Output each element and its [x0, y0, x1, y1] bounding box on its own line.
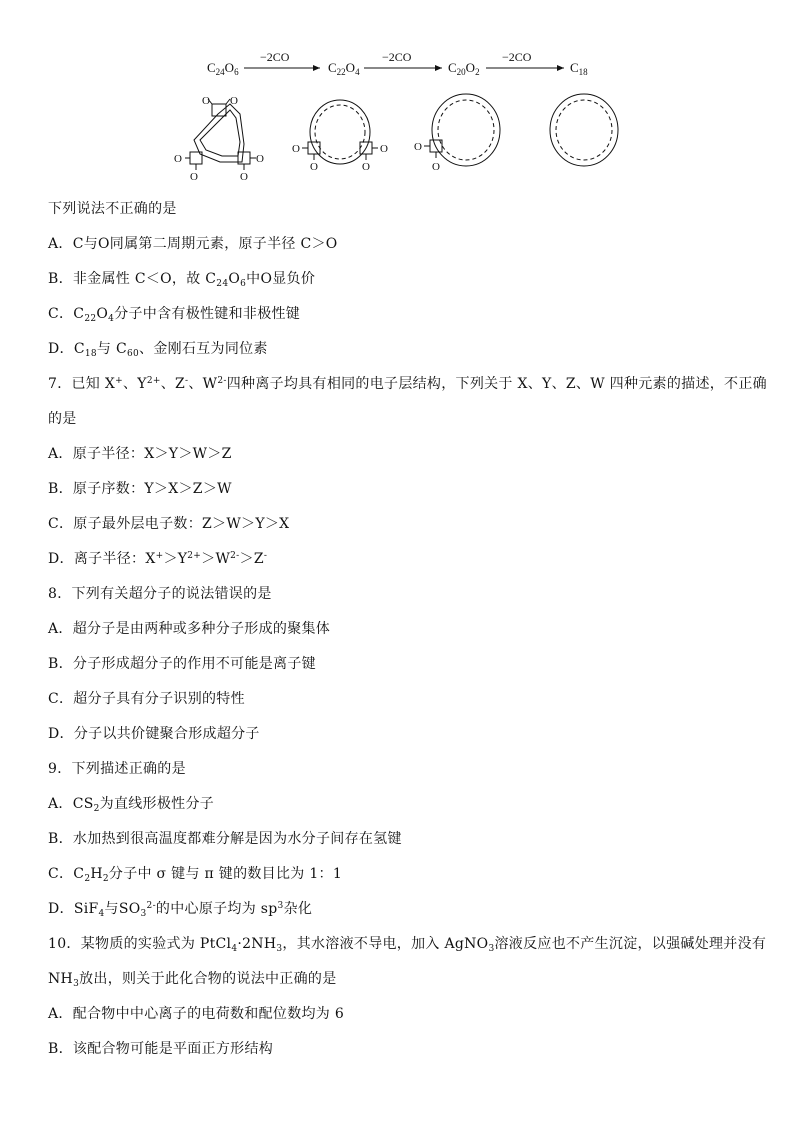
q7-option-d: D．离子半径：$X^+>Y^{2+}>W^{2-}>Z^-$	[48, 551, 268, 567]
q6-option-b: B．非金属性 C＜O，故 $C_{24}O_6$中O显负价	[48, 271, 316, 289]
svg-text:O: O	[256, 153, 264, 165]
q6-stem: 下列说法不正确的是	[48, 201, 177, 217]
reaction-scheme	[160, 44, 620, 194]
q8-option-a: A．超分子是由两种或多种分子形成的聚集体	[48, 621, 331, 637]
q10-option-b: B．该配合物可能是平面正方形结构	[48, 1041, 274, 1057]
arrow-label-3: −2CO	[502, 50, 532, 64]
svg-text:O: O	[292, 143, 300, 155]
q8-option-d: D．分子以共价键聚合形成超分子	[48, 726, 260, 742]
q6-option-c: C．$C_{22}O_4$分子中含有极性键和非极性键	[48, 306, 301, 324]
compound-c22o4: $C_{22}O_4$	[328, 60, 360, 77]
svg-text:O: O	[380, 143, 388, 155]
q9-option-d: D．SiF$_4$与$SO_3^{2-}$的中心原子均为 $sp^3$杂化	[48, 901, 313, 919]
svg-text:O: O	[362, 161, 370, 173]
svg-text:O: O	[240, 171, 248, 183]
q9-option-c: C．$C_2H_2$分子中 σ 键与 π 键的数目比为 1：1	[48, 866, 343, 884]
q8-option-c: C．超分子具有分子识别的特性	[48, 691, 245, 707]
q7-stem-line2: 的是	[48, 411, 77, 427]
question-text	[48, 192, 768, 1067]
structure-c24o6	[185, 99, 256, 170]
structure-c18	[550, 94, 618, 166]
structure-c20o2	[424, 94, 500, 166]
svg-text:O: O	[230, 95, 238, 107]
svg-text:O: O	[174, 153, 182, 165]
q9-option-a: A．$CS_2$为直线形极性分子	[48, 796, 215, 814]
q10-option-a: A．配合物中中心离子的电荷数和配位数均为 6	[48, 1006, 345, 1022]
q9-option-b: B．水加热到很高温度都难分解是因为水分子间存在氢键	[48, 831, 402, 847]
compound-c20o2: $C_{20}O_2$	[448, 60, 480, 77]
q7-option-c: C．原子最外层电子数：Z＞W＞Y＞X	[48, 516, 290, 532]
q7-option-b: B．原子序数：Y＞X＞Z＞W	[48, 481, 232, 497]
q10-stem-line2: $NH_3$放出，则关于此化合物的说法中正确的是	[48, 971, 337, 989]
arrow-label-2: −2CO	[382, 50, 412, 64]
q9-stem: 9．下列描述正确的是	[48, 761, 186, 777]
q8-stem: 8．下列有关超分子的说法错误的是	[48, 586, 272, 602]
q7-option-a: A．原子半径：X＞Y＞W＞Z	[48, 446, 232, 462]
q10-stem-line1: 10．某物质的实验式为 $PtCl_4\cdot 2NH_3$，其水溶液不导电，加入 AgNO$_3$溶液反应也不产生沉淀，以强碱处理并没有	[48, 936, 767, 954]
compound-c18: $C_{18}$	[570, 60, 588, 77]
svg-text:O: O	[432, 161, 440, 173]
arrow-label-1: −2CO	[260, 50, 290, 64]
structure-c22o4	[302, 100, 378, 164]
q7-stem-line1: 7．已知 X+、$Y^{2+}$、Z-、$W^{2-}$四种离子均具有相同的电子层结构，下列关于 X、Y、Z、W 四种元素的描述，不正确	[48, 376, 767, 392]
svg-text:O: O	[190, 171, 198, 183]
svg-text:O: O	[310, 161, 318, 173]
svg-text:O: O	[414, 141, 422, 153]
q8-option-b: B．分子形成超分子的作用不可能是离子键	[48, 656, 316, 672]
svg-text:O: O	[202, 95, 210, 107]
q6-option-a: A．C与O同属第二周期元素，原子半径 C＞O	[48, 236, 338, 252]
q6-option-d: D．$C_{18}$与 $C_{60}$、金刚石互为同位素	[48, 341, 268, 359]
compound-c24o6: $C_{24}O_6$	[207, 60, 239, 77]
